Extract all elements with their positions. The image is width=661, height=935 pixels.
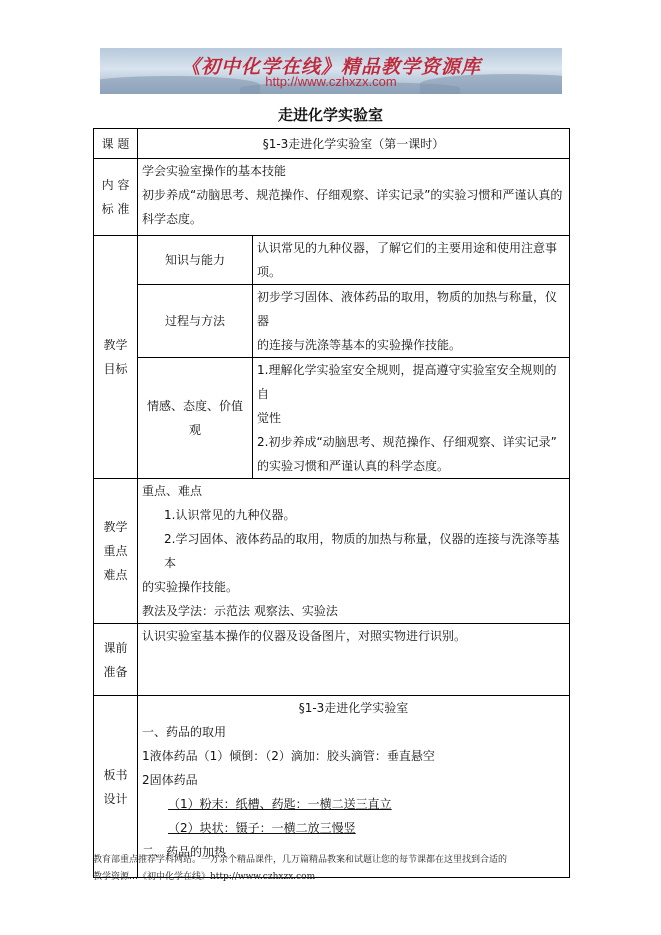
board-line: 一、药品的取用 [142, 725, 227, 739]
goal-knowledge-row [94, 236, 570, 285]
key-points-label: 教学 重点 难点 [94, 479, 138, 624]
key-point-item: 2.学习固体、液体药品的取用，物质的加热与称量，仪器的连接与洗涤等基本 [164, 532, 560, 570]
board-line: 2固体药品 [142, 773, 198, 787]
banner-title: 《初中化学在线》精品教学资源库 [180, 56, 481, 78]
prep-row [94, 624, 570, 696]
standard-label: 内 容 标 准 [94, 159, 138, 236]
board-label: 板书 设计 [94, 696, 138, 878]
board-content [138, 696, 570, 878]
board-title: §1-3走进化学实验室 [298, 701, 409, 715]
board-line: （2）块状：镊子：一横二放三慢竖 [168, 821, 356, 835]
key-point-item-cont: 的实验操作技能。 [142, 580, 239, 594]
key-point-item: 1.认识常见的九种仪器。 [164, 508, 296, 522]
teaching-methods: 教法及学法：示范法 观察法、实验法 [142, 604, 338, 618]
page-footer [93, 852, 569, 886]
process-text: 初步学习固体、液体药品的取用，物质的加热与称量，仪器 的连接与洗涤等基本的实验操作技能。 [253, 285, 570, 358]
topic-label: 课 题 [94, 129, 138, 159]
header-banner [100, 48, 562, 94]
board-line: （1）粉末：纸槽、药匙：一横二送三直立 [168, 797, 392, 811]
attitude-text: 1.理解化学实验室安全规则，提高遵守实验室安全规则的自 觉性 2.初步养成“动脑思考、规范操作、仔细观察、详实记录” 的实验习惯和严谨认真的科学态度。 [253, 358, 570, 479]
board-line: 二、药品的加热 [142, 845, 227, 859]
goal-process-row [94, 285, 570, 358]
lesson-plan-table [93, 128, 570, 878]
prep-text: 认识实验室基本操作的仪器及设备图片，对照实物进行识别。 [138, 624, 570, 696]
key-points-content [138, 479, 570, 624]
process-label: 过程与方法 [138, 285, 253, 358]
footer-line: 教育部重点推荐学科网站。一万余个精品课件，几万篇精品教案和试题让您的每节课都在这里找到合适的 [93, 855, 508, 865]
footer-line: 教学资源…《初中化学在线》http://www.czhxzx.com [93, 872, 316, 882]
board-design-row [94, 696, 570, 878]
goal-attitude-row [94, 358, 570, 479]
prep-label: 课前 准备 [94, 624, 138, 696]
key-points-heading: 重点、难点 [142, 484, 203, 498]
knowledge-label: 知识与能力 [138, 236, 253, 285]
board-line: 1液体药品（1）倾倒：（2）滴加：胶头滴管：垂直悬空 [142, 749, 435, 763]
knowledge-text: 认识常见的九种仪器，了解它们的主要用途和使用注意事项。 [253, 236, 570, 285]
document-title: 走进化学实验室 [277, 106, 383, 124]
standard-row [94, 159, 570, 236]
banner-url[interactable]: http://www.czhxzx.com [265, 74, 397, 89]
standard-content: 学会实验室操作的基本技能 初步养成“动脑思考、规范操作、仔细观察、详实记录”的实验习惯和严谨认真的 科学态度。 [138, 159, 570, 236]
key-points-row [94, 479, 570, 624]
topic-row [94, 129, 570, 159]
topic-value: §1-3走进化学实验室（第一课时） [138, 129, 570, 159]
goals-label: 教学 目标 [94, 236, 138, 479]
attitude-label: 情感、态度、价值观 [138, 358, 253, 479]
